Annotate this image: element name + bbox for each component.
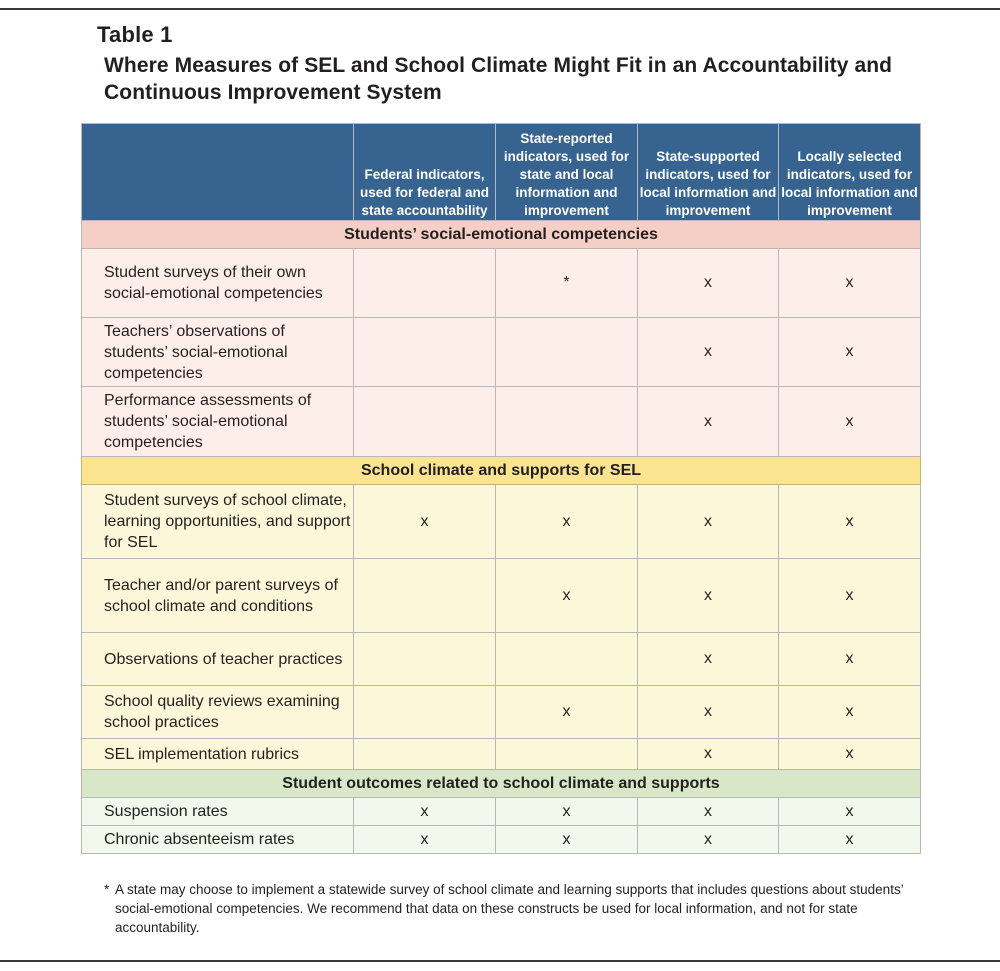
cell-federal: [354, 387, 496, 457]
table-label: Table 1: [97, 22, 173, 47]
section-header: [82, 770, 921, 798]
header-row: [82, 124, 921, 221]
row-label: Chronic absenteeism rates: [82, 826, 354, 854]
table-row: [82, 559, 921, 633]
header-blank: [82, 124, 354, 221]
section-title: Student outcomes related to school climate and supports: [82, 770, 921, 798]
cell-locally-selected: x: [779, 826, 921, 854]
cell-state-reported: [496, 387, 638, 457]
row-label: Teacher and/or parent surveys of school climate and conditions: [82, 559, 354, 633]
bottom-rule: [0, 960, 1000, 962]
row-label: Student surveys of school climate, learning opportunities, and support for SEL: [82, 485, 354, 559]
cell-state-supported: x: [638, 485, 779, 559]
cell-locally-selected: x: [779, 633, 921, 686]
cell-locally-selected: x: [779, 798, 921, 826]
cell-federal: x: [354, 826, 496, 854]
cell-locally-selected: x: [779, 318, 921, 387]
header-state-supported: State-supported indicators, used for local information and improvement: [638, 124, 779, 221]
header-federal: Federal indicators, used for federal and state accountability: [354, 124, 496, 221]
section-header: [82, 221, 921, 249]
table-row: [82, 318, 921, 387]
header-state-reported: State-reported indicators, used for state and local information and improvement: [496, 124, 638, 221]
footnote-text: A state may choose to implement a statewide survey of school climate and learning supports that includes questions about students’ social-emotional competencies. We recommend that data on these constructs be used for local information, and not for state accountability.: [115, 882, 904, 935]
table-row: [82, 686, 921, 739]
cell-federal: [354, 318, 496, 387]
table-row: [82, 387, 921, 457]
row-label: Student surveys of their own social-emotional competencies: [82, 249, 354, 318]
cell-federal: x: [354, 798, 496, 826]
section-title: School climate and supports for SEL: [82, 457, 921, 485]
table-row: [82, 739, 921, 770]
table-row: [82, 633, 921, 686]
row-label: Teachers’ observations of students’ social-emotional competencies: [82, 318, 354, 387]
cell-locally-selected: x: [779, 249, 921, 318]
cell-federal: [354, 686, 496, 739]
table-row: [82, 798, 921, 826]
cell-state-supported: x: [638, 798, 779, 826]
cell-state-supported: x: [638, 559, 779, 633]
top-rule: [0, 8, 1000, 10]
row-label: Performance assessments of students’ social-emotional competencies: [82, 387, 354, 457]
table-title: Where Measures of SEL and School Climate Might Fit in an Accountability and Continuous Improvement System: [104, 54, 893, 104]
cell-state-reported: x: [496, 826, 638, 854]
header-locally-selected: Locally selected indicators, used for local information and improvement: [779, 124, 921, 221]
cell-state-reported: x: [496, 559, 638, 633]
cell-state-reported: [496, 633, 638, 686]
cell-state-supported: x: [638, 387, 779, 457]
table-row: [82, 826, 921, 854]
row-label: SEL implementation rubrics: [82, 739, 354, 770]
table-row: [82, 485, 921, 559]
cell-state-supported: x: [638, 826, 779, 854]
cell-state-supported: x: [638, 249, 779, 318]
cell-locally-selected: x: [779, 686, 921, 739]
cell-locally-selected: x: [779, 485, 921, 559]
cell-state-supported: x: [638, 318, 779, 387]
section-header: [82, 457, 921, 485]
indicator-table: [81, 123, 921, 854]
cell-federal: [354, 249, 496, 318]
cell-federal: [354, 633, 496, 686]
cell-locally-selected: x: [779, 387, 921, 457]
cell-state-reported: x: [496, 686, 638, 739]
cell-federal: [354, 739, 496, 770]
footnote-marker: *: [104, 882, 110, 897]
cell-state-supported: x: [638, 633, 779, 686]
cell-state-reported: *: [496, 249, 638, 318]
cell-state-reported: [496, 739, 638, 770]
cell-state-supported: x: [638, 686, 779, 739]
row-label: Observations of teacher practices: [82, 633, 354, 686]
cell-federal: [354, 559, 496, 633]
section-title: Students’ social-emotional competencies: [82, 221, 921, 249]
row-label: Suspension rates: [82, 798, 354, 826]
cell-locally-selected: x: [779, 559, 921, 633]
cell-state-reported: [496, 318, 638, 387]
cell-locally-selected: x: [779, 739, 921, 770]
table-row: [82, 249, 921, 318]
row-label: School quality reviews examining school practices: [82, 686, 354, 739]
cell-federal: x: [354, 485, 496, 559]
footnote: [104, 880, 914, 937]
cell-state-supported: x: [638, 739, 779, 770]
cell-state-reported: x: [496, 485, 638, 559]
cell-state-reported: x: [496, 798, 638, 826]
